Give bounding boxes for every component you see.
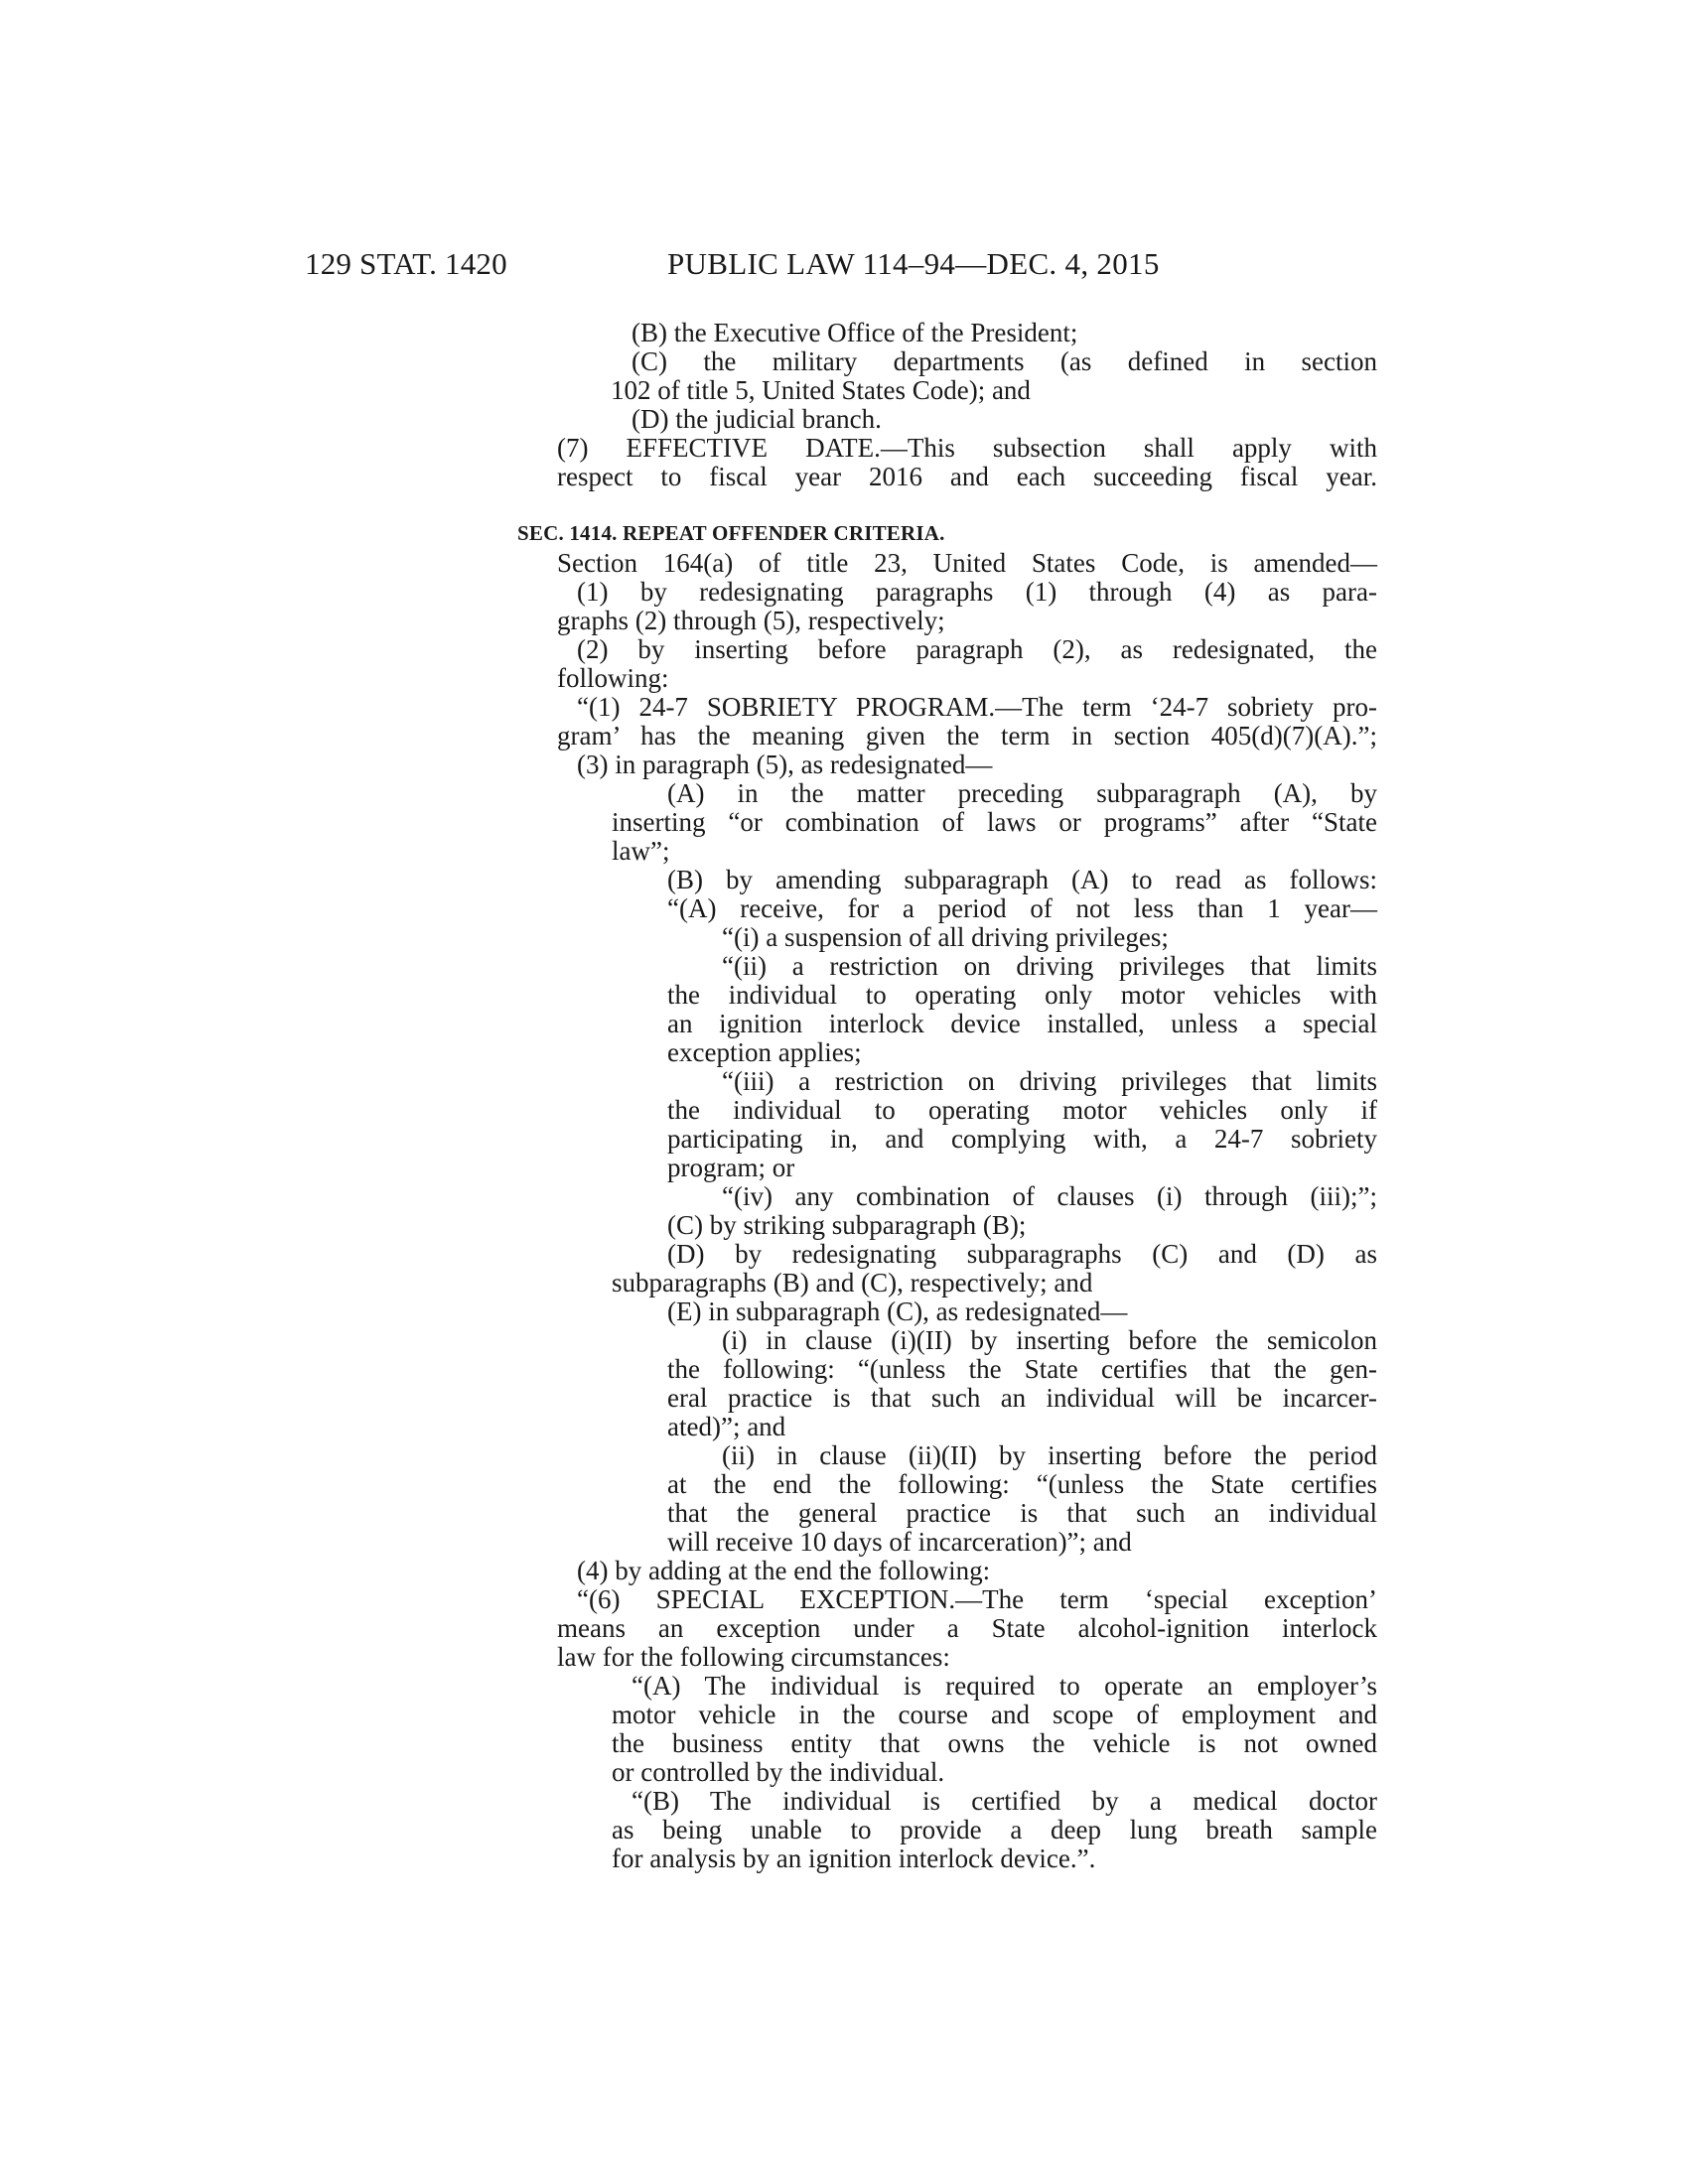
- section-heading: SEC. 1414. REPEAT OFFENDER CRITERIA.: [517, 521, 945, 545]
- text-line: “(1) 24-7 SOBRIETY PROGRAM.—The term ‘24-7 sobriety pro-: [577, 692, 1377, 722]
- text-line: as being unable to provide a deep lung breath sample: [612, 1815, 1377, 1844]
- text-line: exception applies;: [667, 1037, 862, 1067]
- text-line: “(iii) a restriction on driving privileges that limits: [722, 1066, 1377, 1096]
- text-line: “(A) receive, for a period of not less than 1 year—: [667, 893, 1377, 923]
- text-line: the individual to operating motor vehicles only if: [667, 1095, 1377, 1125]
- text-line: (D) the judicial branch.: [632, 404, 882, 434]
- text-line: (i) in clause (i)(II) by inserting before the semicolon: [722, 1325, 1377, 1355]
- law-reference: PUBLIC LAW 114–94—DEC. 4, 2015: [667, 246, 1160, 281]
- text-line: graphs (2) through (5), respectively;: [557, 606, 945, 635]
- text-line: “(B) The individual is certified by a medical doctor: [632, 1786, 1377, 1816]
- text-line: program; or: [667, 1153, 795, 1182]
- text-line: (A) in the matter preceding subparagraph (A), by: [667, 778, 1377, 808]
- text-line: (7) EFFECTIVE DATE.—This subsection shall apply with: [557, 433, 1377, 463]
- text-line: eral practice is that such an individual will be incarcer-: [667, 1383, 1377, 1413]
- text-line: or controlled by the individual.: [612, 1757, 945, 1787]
- text-line: “(ii) a restriction on driving privileges that limits: [722, 951, 1377, 981]
- text-line: “(iv) any combination of clauses (i) through (iii);”;: [722, 1181, 1377, 1211]
- text-line: Section 164(a) of title 23, United States Code, is amended—: [557, 548, 1377, 578]
- text-line: following:: [557, 663, 669, 693]
- text-line: an ignition interlock device installed, unless a special: [667, 1009, 1377, 1038]
- text-line: law”;: [612, 836, 670, 866]
- text-line: (2) by inserting before paragraph (2), as redesignated, the: [577, 634, 1377, 664]
- text-line: (1) by redesignating paragraphs (1) through (4) as para-: [577, 577, 1377, 607]
- text-line: law for the following circumstances:: [557, 1642, 950, 1672]
- text-line: (ii) in clause (ii)(II) by inserting before the period: [722, 1440, 1377, 1470]
- text-line: means an exception under a State alcohol-ignition interlock: [557, 1613, 1377, 1643]
- text-line: gram’ has the meaning given the term in section 405(d)(7)(A).”;: [557, 721, 1377, 751]
- text-line: motor vehicle in the course and scope of employment and: [612, 1700, 1377, 1729]
- text-line: “(i) a suspension of all driving privileges;: [722, 922, 1169, 952]
- text-line: (C) the military departments (as defined in section: [632, 346, 1377, 376]
- text-line: respect to fiscal year 2016 and each succeeding fiscal year.: [557, 462, 1377, 491]
- text-line: “(6) SPECIAL EXCEPTION.—The term ‘special exception’: [577, 1584, 1377, 1614]
- text-line: 102 of title 5, United States Code); and: [611, 375, 1031, 405]
- text-line: (E) in subparagraph (C), as redesignated—: [667, 1297, 1128, 1326]
- text-line: for analysis by an ignition interlock device.”.: [612, 1843, 1096, 1873]
- text-line: ated)”; and: [667, 1412, 786, 1441]
- text-line: subparagraphs (B) and (C), respectively; and: [612, 1268, 1093, 1297]
- text-line: inserting “or combination of laws or programs” after “State: [612, 807, 1377, 837]
- text-line: (4) by adding at the end the following:: [577, 1556, 991, 1585]
- text-line: at the end the following: “(unless the State certifies: [667, 1469, 1377, 1499]
- text-line: (D) by redesignating subparagraphs (C) and (D) as: [667, 1239, 1377, 1269]
- text-line: will receive 10 days of incarceration)”; and: [667, 1527, 1132, 1557]
- text-line: the following: “(unless the State certifies that the gen-: [667, 1354, 1377, 1384]
- text-line: that the general practice is that such an individual: [667, 1498, 1377, 1528]
- text-line: (B) the Executive Office of the President;: [632, 318, 1078, 347]
- text-line: the individual to operating only motor vehicles with: [667, 980, 1377, 1010]
- text-line: “(A) The individual is required to operate an employer’s: [632, 1671, 1377, 1701]
- text-line: (B) by amending subparagraph (A) to read as follows:: [667, 865, 1377, 894]
- text-line: (3) in paragraph (5), as redesignated—: [577, 750, 993, 779]
- stat-reference: 129 STAT. 1420: [305, 246, 507, 281]
- text-line: participating in, and complying with, a 24-7 sobriety: [667, 1124, 1377, 1154]
- text-line: the business entity that owns the vehicle is not owned: [612, 1728, 1377, 1758]
- text-line: (C) by striking subparagraph (B);: [667, 1210, 1027, 1240]
